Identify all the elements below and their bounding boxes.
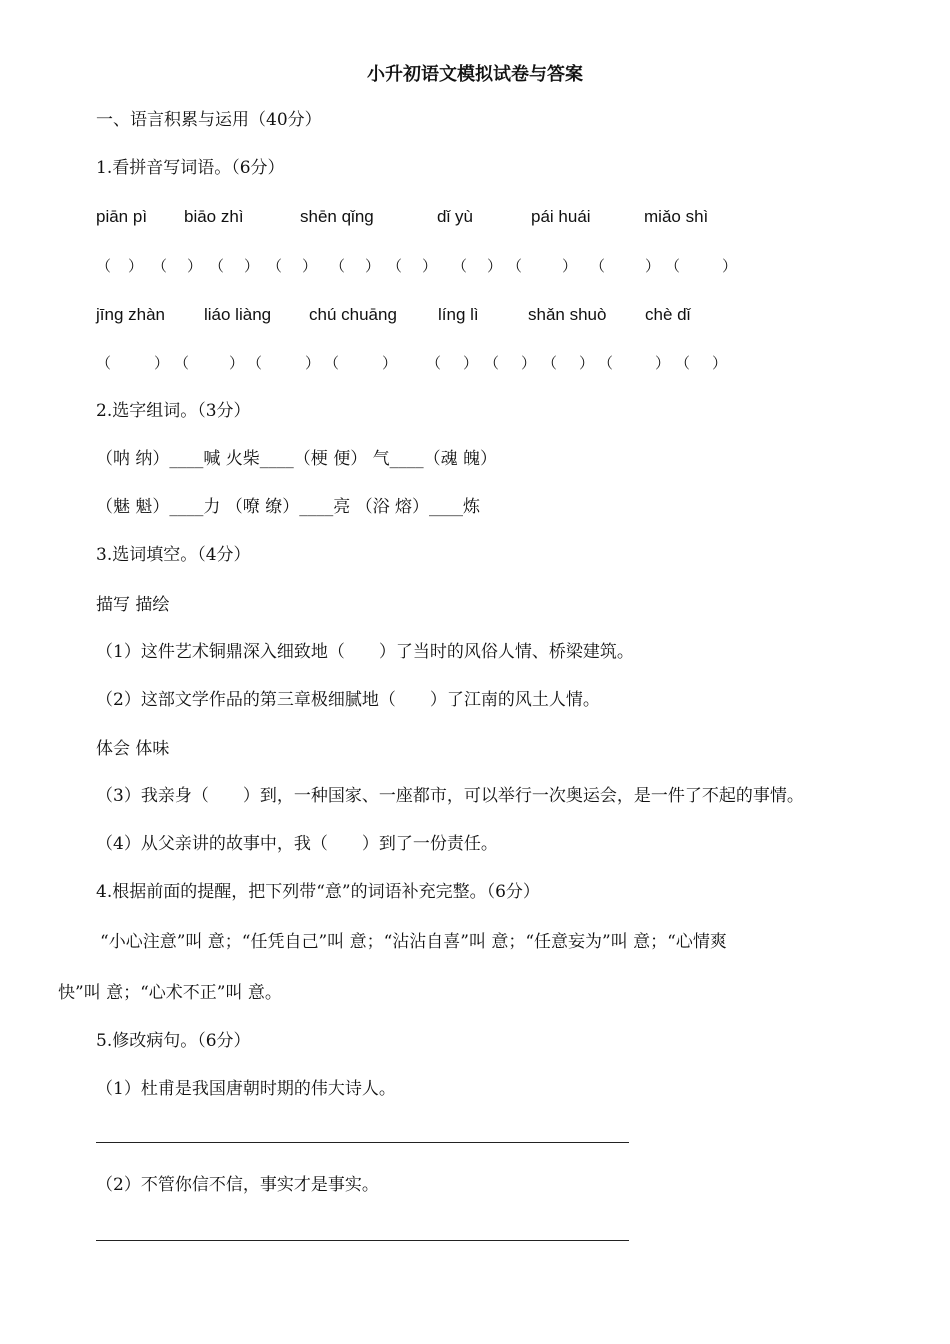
pinyin-item: líng lì <box>438 305 479 324</box>
paren-open: （ <box>209 257 225 275</box>
pinyin-item: chú chuāng <box>309 305 397 324</box>
paren-close: ） <box>562 257 578 275</box>
page-title: 小升初语文模拟试卷与答案 <box>367 64 583 85</box>
fill-sentence: （4）从父亲讲的故事中，我（ ）到了一份责任。 <box>96 834 498 854</box>
question-2-heading: 2.选字组词。（3分） <box>96 401 251 421</box>
paren-open: （ <box>267 257 283 275</box>
pinyin-item: piān pì <box>96 207 148 226</box>
paren-open: （ <box>330 257 346 275</box>
paren-close: ） <box>187 257 203 275</box>
paren-close: ） <box>422 257 438 275</box>
paren-open: （ <box>174 354 190 372</box>
paren-open: （ <box>542 354 558 372</box>
paren-close: ） <box>645 257 661 275</box>
word-choice-group: 描写 描绘 <box>96 595 170 615</box>
paren-close: ） <box>655 354 671 372</box>
answer-line[interactable] <box>96 1142 629 1143</box>
fill-sentence: （2）这部文学作品的第三章极细腻地（ ）了江南的风土人情。 <box>96 690 600 710</box>
paren-close: ） <box>305 354 321 372</box>
paren-close: ） <box>579 354 595 372</box>
section-heading: 一、语言积累与运用（40分） <box>96 110 322 130</box>
question-2-line: （呐 纳）____喊 火柴____（梗 便） 气____（魂 魄） <box>96 449 498 469</box>
paren-open: （ <box>675 354 691 372</box>
question-3-heading: 3.选词填空。（4分） <box>96 545 251 565</box>
pinyin-item: miǎo shì <box>644 207 709 226</box>
paren-open: （ <box>590 257 606 275</box>
pinyin-item: jīng zhàn <box>96 305 165 324</box>
answer-line[interactable] <box>96 1240 629 1241</box>
paren-close: ） <box>154 354 170 372</box>
paren-open: （ <box>484 354 500 372</box>
faulty-sentence: （1）杜甫是我国唐朝时期的伟大诗人。 <box>96 1079 396 1099</box>
fill-sentence: （1）这件艺术铜鼎深入细致地（ ）了当时的风俗人情、桥梁建筑。 <box>96 642 634 662</box>
paren-open: （ <box>96 257 112 275</box>
pinyin-item: biāo zhì <box>184 207 244 226</box>
paren-open: （ <box>387 257 403 275</box>
paren-close: ） <box>463 354 479 372</box>
question-4-text: 快”叫 意；“心术不正”叫 意。 <box>58 983 282 1003</box>
word-choice-group: 体会 体味 <box>96 739 170 759</box>
paren-close: ） <box>365 257 381 275</box>
paren-open: （ <box>598 354 614 372</box>
paren-open: （ <box>247 354 263 372</box>
paren-close: ） <box>712 354 728 372</box>
paren-open: （ <box>96 354 112 372</box>
faulty-sentence: （2）不管你信不信，事实才是事实。 <box>96 1175 379 1195</box>
paren-open: （ <box>426 354 442 372</box>
pinyin-item: pái huái <box>531 207 591 226</box>
paren-open: （ <box>152 257 168 275</box>
pinyin-item: shēn qǐng <box>300 207 374 226</box>
paren-close: ） <box>229 354 245 372</box>
question-4-heading: 4.根据前面的提醒，把下列带“意”的词语补充完整。（6分） <box>96 882 540 902</box>
paren-open: （ <box>507 257 523 275</box>
paren-close: ） <box>521 354 537 372</box>
fill-sentence: （3）我亲身（ ）到，一种国家、一座都市，可以举行一次奥运会，是一件了不起的事情。 <box>96 786 804 806</box>
paren-open: （ <box>452 257 468 275</box>
pinyin-item: shǎn shuò <box>528 305 607 324</box>
question-2-line: （魅 魁）____力 （嘹 缭）____亮 （浴 熔）____炼 <box>96 497 481 517</box>
question-4-text: “小心注意”叫 意；“任凭自己”叫 意；“沾沾自喜”叫 意；“任意妄为”叫 意；“心情爽 <box>100 932 727 952</box>
paren-close: ） <box>382 354 398 372</box>
paren-close: ） <box>244 257 260 275</box>
paren-close: ） <box>487 257 503 275</box>
pinyin-item: chè dǐ <box>645 305 691 324</box>
paren-close: ） <box>722 257 738 275</box>
paren-open: （ <box>665 257 681 275</box>
paren-open: （ <box>324 354 340 372</box>
paren-close: ） <box>302 257 318 275</box>
pinyin-item: dǐ yù <box>437 207 473 226</box>
question-5-heading: 5.修改病句。（6分） <box>96 1031 251 1051</box>
question-1-heading: 1.看拼音写词语。（6分） <box>96 158 285 178</box>
pinyin-item: liáo liàng <box>204 305 272 324</box>
paren-close: ） <box>128 257 144 275</box>
